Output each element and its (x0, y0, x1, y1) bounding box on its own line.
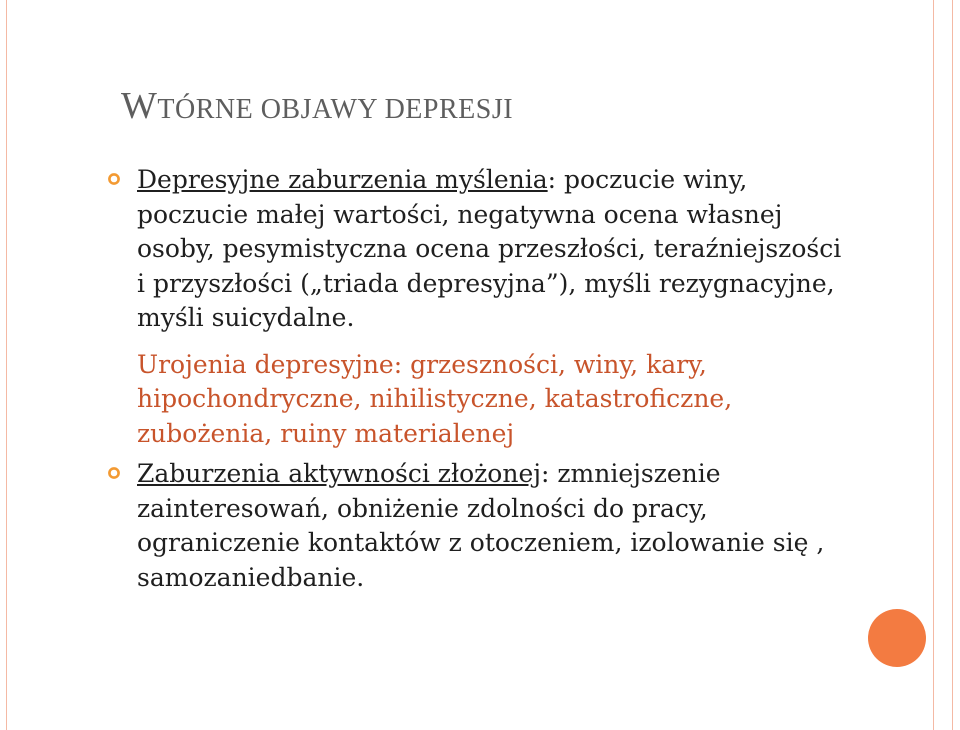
bullet-heading-activity: Zaburzenia aktywności złożonej (137, 459, 541, 488)
bullet-ring-icon (107, 172, 121, 186)
decorative-orange-circle (868, 609, 926, 667)
title-rest: TÓRNE OBJAWY DEPRESJI (157, 94, 514, 125)
bullet-item-activity (137, 457, 857, 595)
bullet-item-thinking (137, 163, 857, 336)
slide-frame-right-outer (952, 0, 953, 730)
slide-content (137, 163, 857, 595)
slide-frame-left (6, 0, 7, 730)
delusions-paragraph: Urojenia depresyjne: grzeszności, winy, kary, hipochondryczne, nihilistyczne, katastroficzne, zubożenia, ruiny materialenej (137, 349, 733, 448)
bullet-text-thinking: : poczucie winy, poczucie małej wartości, negatywna ocena własnej osoby, pesymistyczna ocena przeszłości, teraźniejszości i przyszłości („triada depresyjna”), myśli rezygnacyjne, myśli suicydalne. (137, 165, 842, 332)
title-initial: W (121, 85, 158, 127)
bullet-ring-icon (107, 466, 121, 480)
bullet-text-activity: : zmniejszenie zainteresowań, obniżenie zdolności do pracy, ograniczenie kontaktów z otoczeniem, izolowanie się , samozaniedbanie. (137, 459, 825, 592)
bullet-heading-thinking: Depresyjne zaburzenia myślenia (137, 165, 548, 194)
slide-frame-right-inner (933, 0, 934, 730)
slide-title (121, 84, 513, 128)
